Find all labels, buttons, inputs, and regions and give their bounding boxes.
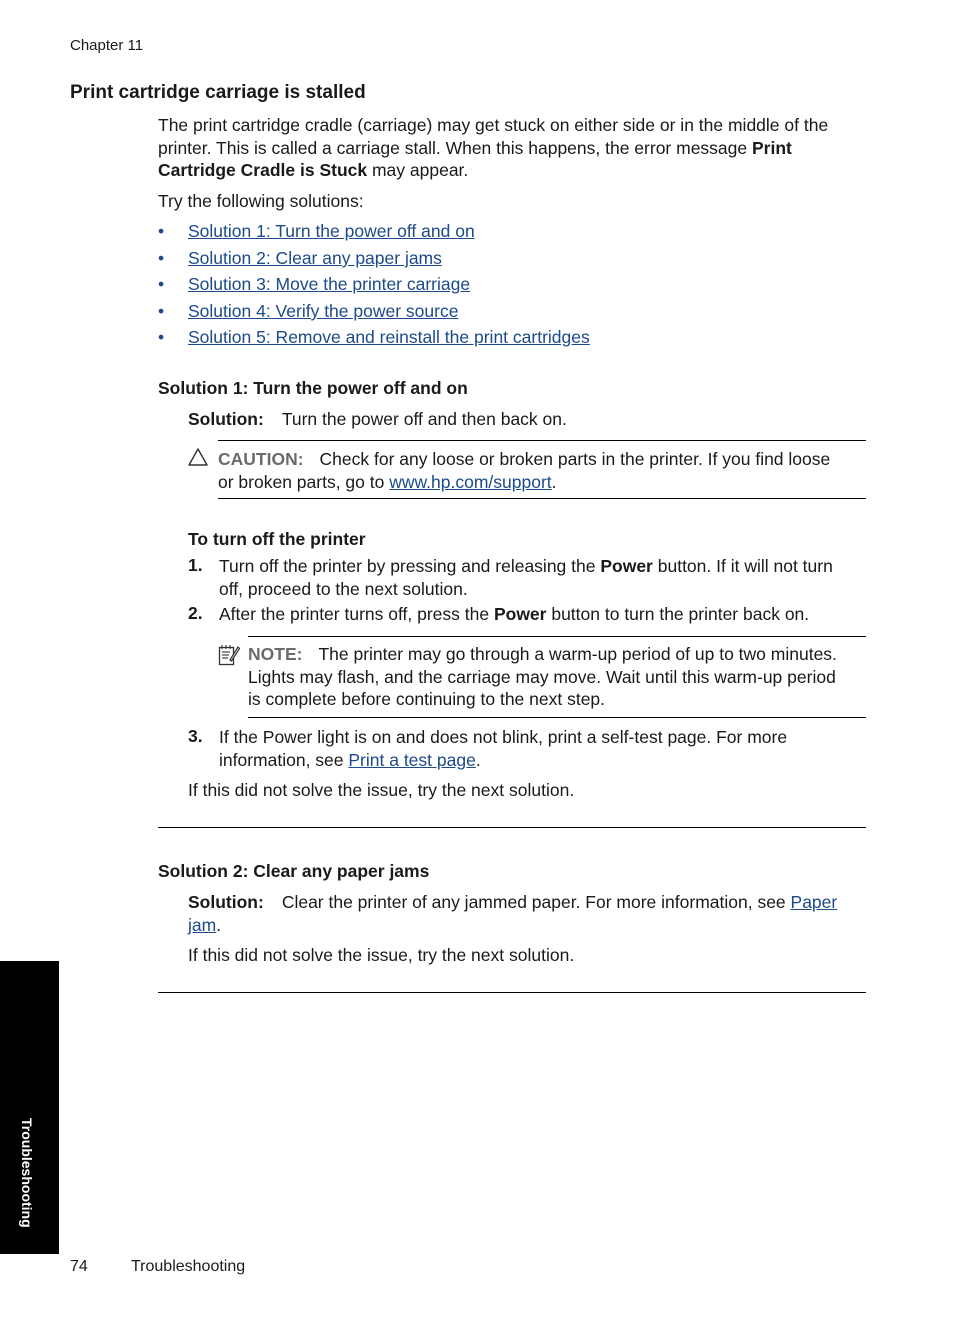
intro-text-1: The print cartridge cradle (carriage) may get stuck on either side or in the middle of the	[158, 115, 829, 135]
link-solution-4[interactable]: Solution 4: Verify the power source	[188, 301, 459, 321]
page-number: 74	[70, 1258, 88, 1275]
list-item	[158, 220, 475, 242]
page-title: Print cartridge carriage is stalled	[70, 82, 366, 103]
note-top-divider	[248, 636, 866, 637]
step-3-text	[219, 726, 869, 771]
step-2-text-a: After the printer turns off, press the	[219, 604, 494, 624]
side-tab-label: Troubleshooting	[19, 1118, 35, 1228]
caution-label: CAUTION:	[218, 449, 304, 469]
step-1-number: 1.	[188, 555, 203, 575]
intro-paragraph	[158, 114, 878, 182]
solution-2-end: .	[216, 914, 222, 935]
step-2-text-b: button to turn the printer back on.	[546, 604, 810, 624]
note-line-1: The printer may go through a warm-up period of up to two minutes.	[318, 644, 837, 664]
step-2-text	[219, 603, 869, 626]
link-solution-5[interactable]: Solution 5: Remove and reinstall the print cartridges	[188, 327, 590, 347]
solution-body: Turn the power off and then back on.	[281, 409, 567, 429]
step-1-bold: Power	[600, 556, 653, 576]
link-solution-1[interactable]: Solution 1: Turn the power off and on	[188, 221, 475, 241]
procedure-title: To turn off the printer	[188, 529, 366, 549]
bullet-icon: •	[158, 248, 165, 268]
solution-2-closing: If this did not solve the issue, try the next solution.	[188, 945, 575, 965]
paper-jam-link-a[interactable]: Paper	[790, 892, 838, 912]
intro-bold-2: Cartridge Cradle is Stuck	[158, 160, 368, 180]
step-3-text-a: If the Power light is on and does not blink, print a self-test page. For more	[219, 727, 788, 747]
caution-top-divider	[218, 440, 866, 441]
note-line-3: is complete before continuing to the next step.	[248, 689, 606, 709]
step-1-text-c: off, proceed to the next solution.	[219, 578, 468, 599]
caution-bottom-divider	[218, 498, 866, 499]
bullet-icon: •	[158, 327, 165, 347]
caution-text-2: or broken parts, go to	[218, 471, 390, 492]
section-divider	[158, 827, 866, 828]
step-1-text-a: Turn off the printer by pressing and releasing the	[219, 556, 601, 576]
section-divider	[158, 992, 866, 993]
list-item	[158, 326, 590, 348]
solution-label: Solution:	[188, 892, 264, 912]
step-1-text-b: button. If it will not turn	[652, 556, 833, 576]
note-bottom-divider	[248, 717, 866, 718]
step-3-text-c: .	[475, 749, 481, 770]
step-2-bold: Power	[493, 604, 547, 624]
bullet-icon: •	[158, 301, 165, 321]
print-test-page-link[interactable]: Print a test page	[348, 749, 476, 770]
footer-section: Troubleshooting	[131, 1258, 246, 1275]
bullet-icon: •	[158, 221, 165, 241]
solution-1-closing: If this did not solve the issue, try the next solution.	[188, 780, 575, 800]
note-label: NOTE:	[248, 644, 303, 664]
caution-icon	[188, 448, 208, 466]
chapter-label: Chapter 11	[70, 37, 144, 54]
solution-1-text	[188, 408, 567, 431]
link-solution-2[interactable]: Solution 2: Clear any paper jams	[188, 248, 442, 268]
caution-text-1: Check for any loose or broken parts in the printer. If you find loose	[319, 449, 831, 469]
caution-text-3: .	[551, 471, 557, 492]
note-icon	[218, 644, 240, 666]
list-item	[158, 300, 458, 322]
intro-text-3: may appear.	[367, 160, 469, 180]
bullet-icon: •	[158, 274, 165, 294]
step-3-number: 3.	[188, 726, 203, 746]
list-item	[158, 273, 470, 295]
solution-2-text	[188, 891, 878, 936]
intro-bold-1: Print	[752, 137, 792, 158]
list-item	[158, 247, 442, 269]
solution-2-body: Clear the printer of any jammed paper. For more information, see	[281, 892, 791, 912]
solution-1-heading: Solution 1: Turn the power off and on	[158, 378, 468, 398]
solution-label: Solution:	[188, 409, 264, 429]
caution-text	[218, 448, 868, 493]
intro-text-2: printer. This is called a carriage stall. When this happens, the error message	[158, 137, 752, 158]
intro-try: Try the following solutions:	[158, 191, 364, 211]
paper-jam-link-b[interactable]: jam	[188, 914, 217, 935]
hp-support-link[interactable]: www.hp.com/support	[389, 471, 552, 492]
note-line-2: Lights may flash, and the carriage may move. Wait until this warm-up period	[248, 666, 836, 687]
step-1-text	[219, 555, 869, 600]
step-2-number: 2.	[188, 603, 203, 623]
link-solution-3[interactable]: Solution 3: Move the printer carriage	[188, 274, 471, 294]
solution-2-heading: Solution 2: Clear any paper jams	[158, 861, 430, 881]
note-text	[248, 643, 878, 711]
step-3-text-b: information, see	[219, 749, 349, 770]
